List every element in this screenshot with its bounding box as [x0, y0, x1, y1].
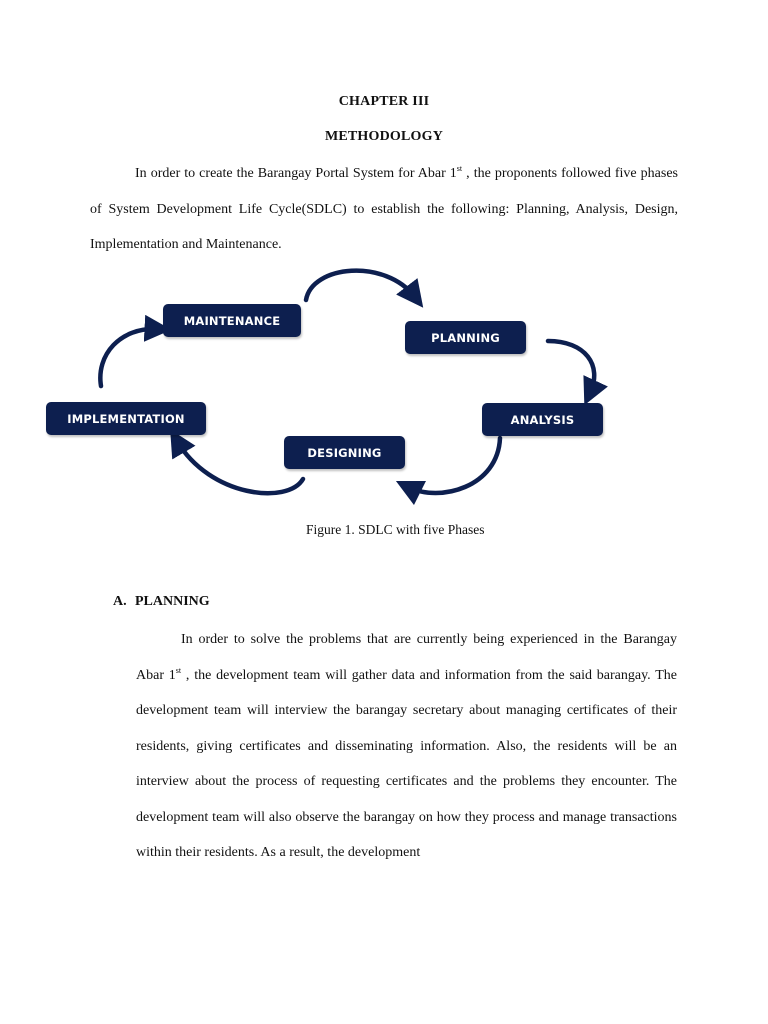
arrow-planning-to-analysis	[548, 341, 594, 393]
chapter-heading: CHAPTER III	[338, 94, 430, 109]
phase-maintenance	[163, 304, 301, 337]
intro-text-2: , the proponents followed five phases of System Development Life Cycle(SDLC) to establish the following: Planning, Analysis, Design, Implementation and Maintenance.	[90, 166, 678, 252]
planning-text-2: , the development team will gather data and information from the said barangay. The development team will interview the barangay secretary about managing certificates of their residents, giving certificates and disseminating information. Also, the residents will be an interview about the process of requesting certificates and the problems they encounter. The development team will also observe the barangay on how they process and manage transactions within their residents. As a result, the development	[136, 667, 677, 860]
planning-superscript: st	[175, 665, 182, 675]
section-a-heading	[113, 594, 210, 610]
intro-paragraph	[90, 156, 678, 263]
phase-designing-label: DESIGNING	[307, 445, 382, 460]
phase-implementation	[46, 402, 206, 435]
phase-analysis	[482, 403, 603, 436]
planning-paragraph	[136, 622, 677, 871]
arrow-maintenance-to-planning	[306, 271, 415, 300]
section-a-number: A.	[113, 594, 127, 609]
section-a-title: PLANNING	[135, 594, 210, 609]
phase-analysis-label: ANALYSIS	[510, 412, 575, 427]
figure-caption: Figure 1. SDLC with five Phases	[306, 522, 485, 537]
phase-implementation-label: IMPLEMENTATION	[67, 411, 185, 426]
arrow-implementation-to-maintenance	[100, 329, 158, 386]
arrow-analysis-to-designing	[408, 438, 500, 493]
intro-superscript: st	[456, 164, 463, 173]
intro-text-1: In order to create the Barangay Portal System for Abar 1	[135, 166, 457, 181]
phase-planning	[405, 321, 526, 354]
cycle-arrows	[0, 255, 768, 515]
phase-planning-label: PLANNING	[431, 330, 500, 345]
phase-designing	[284, 436, 405, 469]
phase-maintenance-label: MAINTENANCE	[183, 313, 281, 328]
sdlc-diagram	[0, 255, 768, 515]
planning-text-1: In order to solve the problems that are currently being experienced in the Barangay Abar 1	[136, 632, 677, 683]
page-title: METHODOLOGY	[324, 129, 444, 144]
